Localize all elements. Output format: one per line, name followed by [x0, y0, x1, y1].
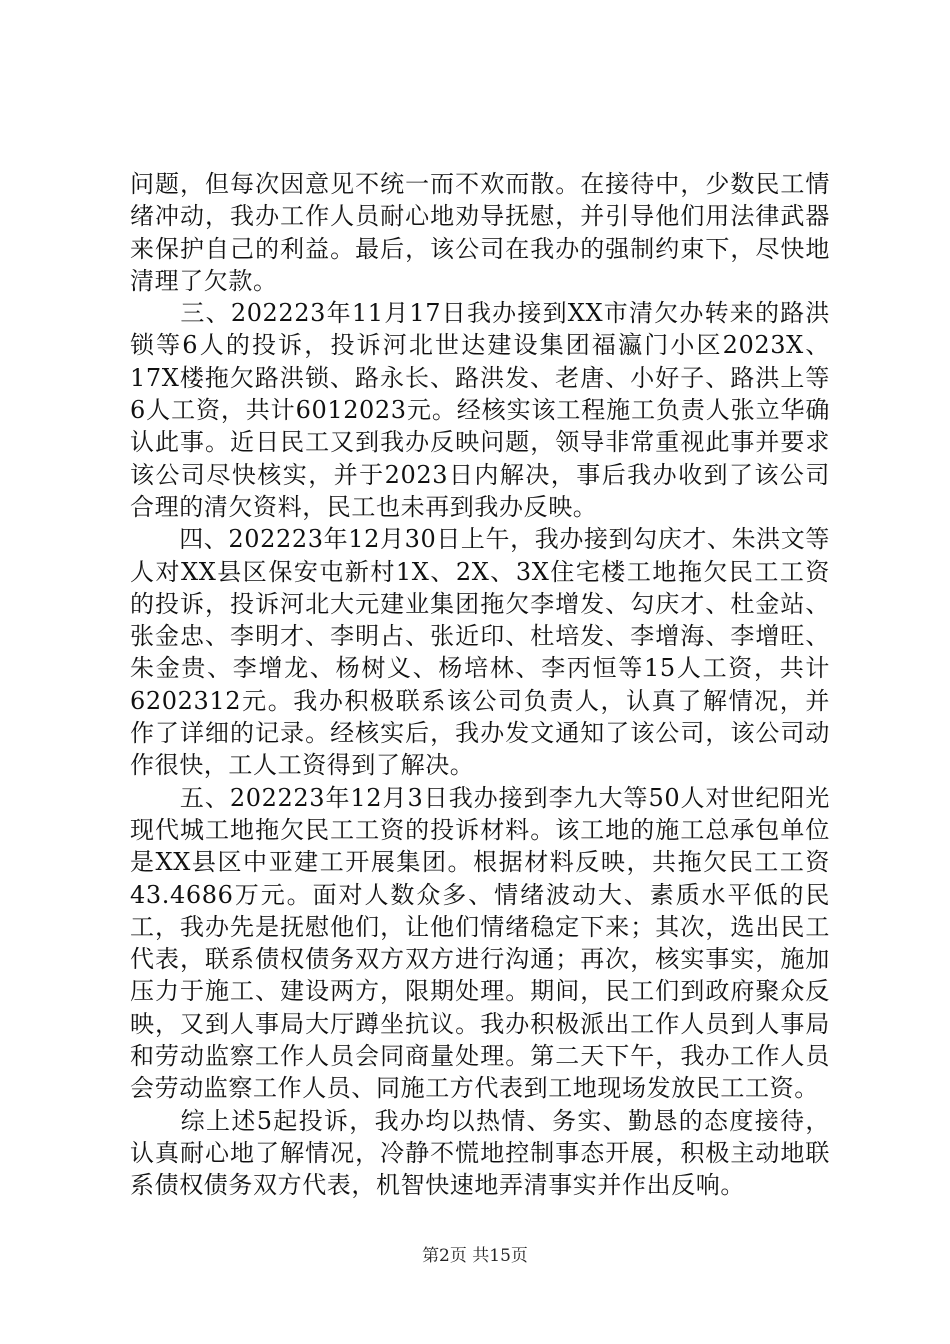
- page-number-footer: 第2页 共15页: [422, 1246, 528, 1266]
- document-body: [130, 168, 830, 1202]
- paragraph-item-five: 五、202223年12月3日我办接到李九大等50人对世纪阳光现代城工地拖欠民工工资的投诉材料。该工地的施工总承包单位是XX县区中亚建工开展集团。根据材料反映，共拖欠民工工资43.4686万元。面对人数众多、情绪波动大、素质水平低的民工，我办先是抚慰他们，让他们情绪稳定下来；其次，选出民工代表，联系债权债务双方双方进行沟通；再次，核实事实，施加压力于施工、建设两方，限期处理。期间，民工们到政府聚众反映，又到人事局大厅蹲坐抗议。我办积极派出工作人员到人事局和劳动监察工作人员会同商量处理。第二天下午，我办工作人员会劳动监察工作人员、同施工方代表到工地现场发放民工工资。: [130, 783, 830, 1103]
- paragraph-summary: 综上述5起投诉，我办均以热情、务实、勤恳的态度接待，认真耐心地了解情况，冷静不慌地控制事态开展，积极主动地联系债权债务双方代表，机智快速地弄清事实并作出反响。: [130, 1106, 830, 1200]
- paragraph-item-three: 三、202223年11月17日我办接到XX市清欠办转来的路洪锁等6人的投诉，投诉河北世达建设集团福瀛门小区2023X、17X楼拖欠路洪锁、路永长、路洪发、老唐、小好子、路洪上等6人工资，共计6012023元。经核实该工程施工负责人张立华确认此事。近日民工又到我办反映问题，领导非常重视此事并要求该公司尽快核实，并于2023日内解决，事后我办收到了该公司合理的清欠资料，民工也未再到我办反映。: [130, 299, 830, 521]
- paragraph-continuation: 问题，但每次因意见不统一而不欢而散。在接待中，少数民工情绪冲动，我办工作人员耐心地劝导抚慰，并引导他们用法律武器来保护自己的利益。最后，该公司在我办的强制约束下，尽快地清理了欠款。: [130, 170, 830, 295]
- paragraph-item-four: 四、202223年12月30日上午，我办接到勾庆才、朱洪文等人对XX县区保安屯新村1X、2X、3X住宅楼工地拖欠民工工资的投诉，投诉河北大元建业集团拖欠李增发、勾庆才、杜金站、张金忠、李明才、李明占、张近印、杜培发、李增海、李增旺、朱金贵、李增龙、杨树义、杨培林、李丙恒等15人工资，共计6202312元。我办积极联系该公司负责人，认真了解情况，并作了详细的记录。经核实后，我办发文通知了该公司，该公司动作很快，工人工资得到了解决。: [130, 525, 830, 780]
